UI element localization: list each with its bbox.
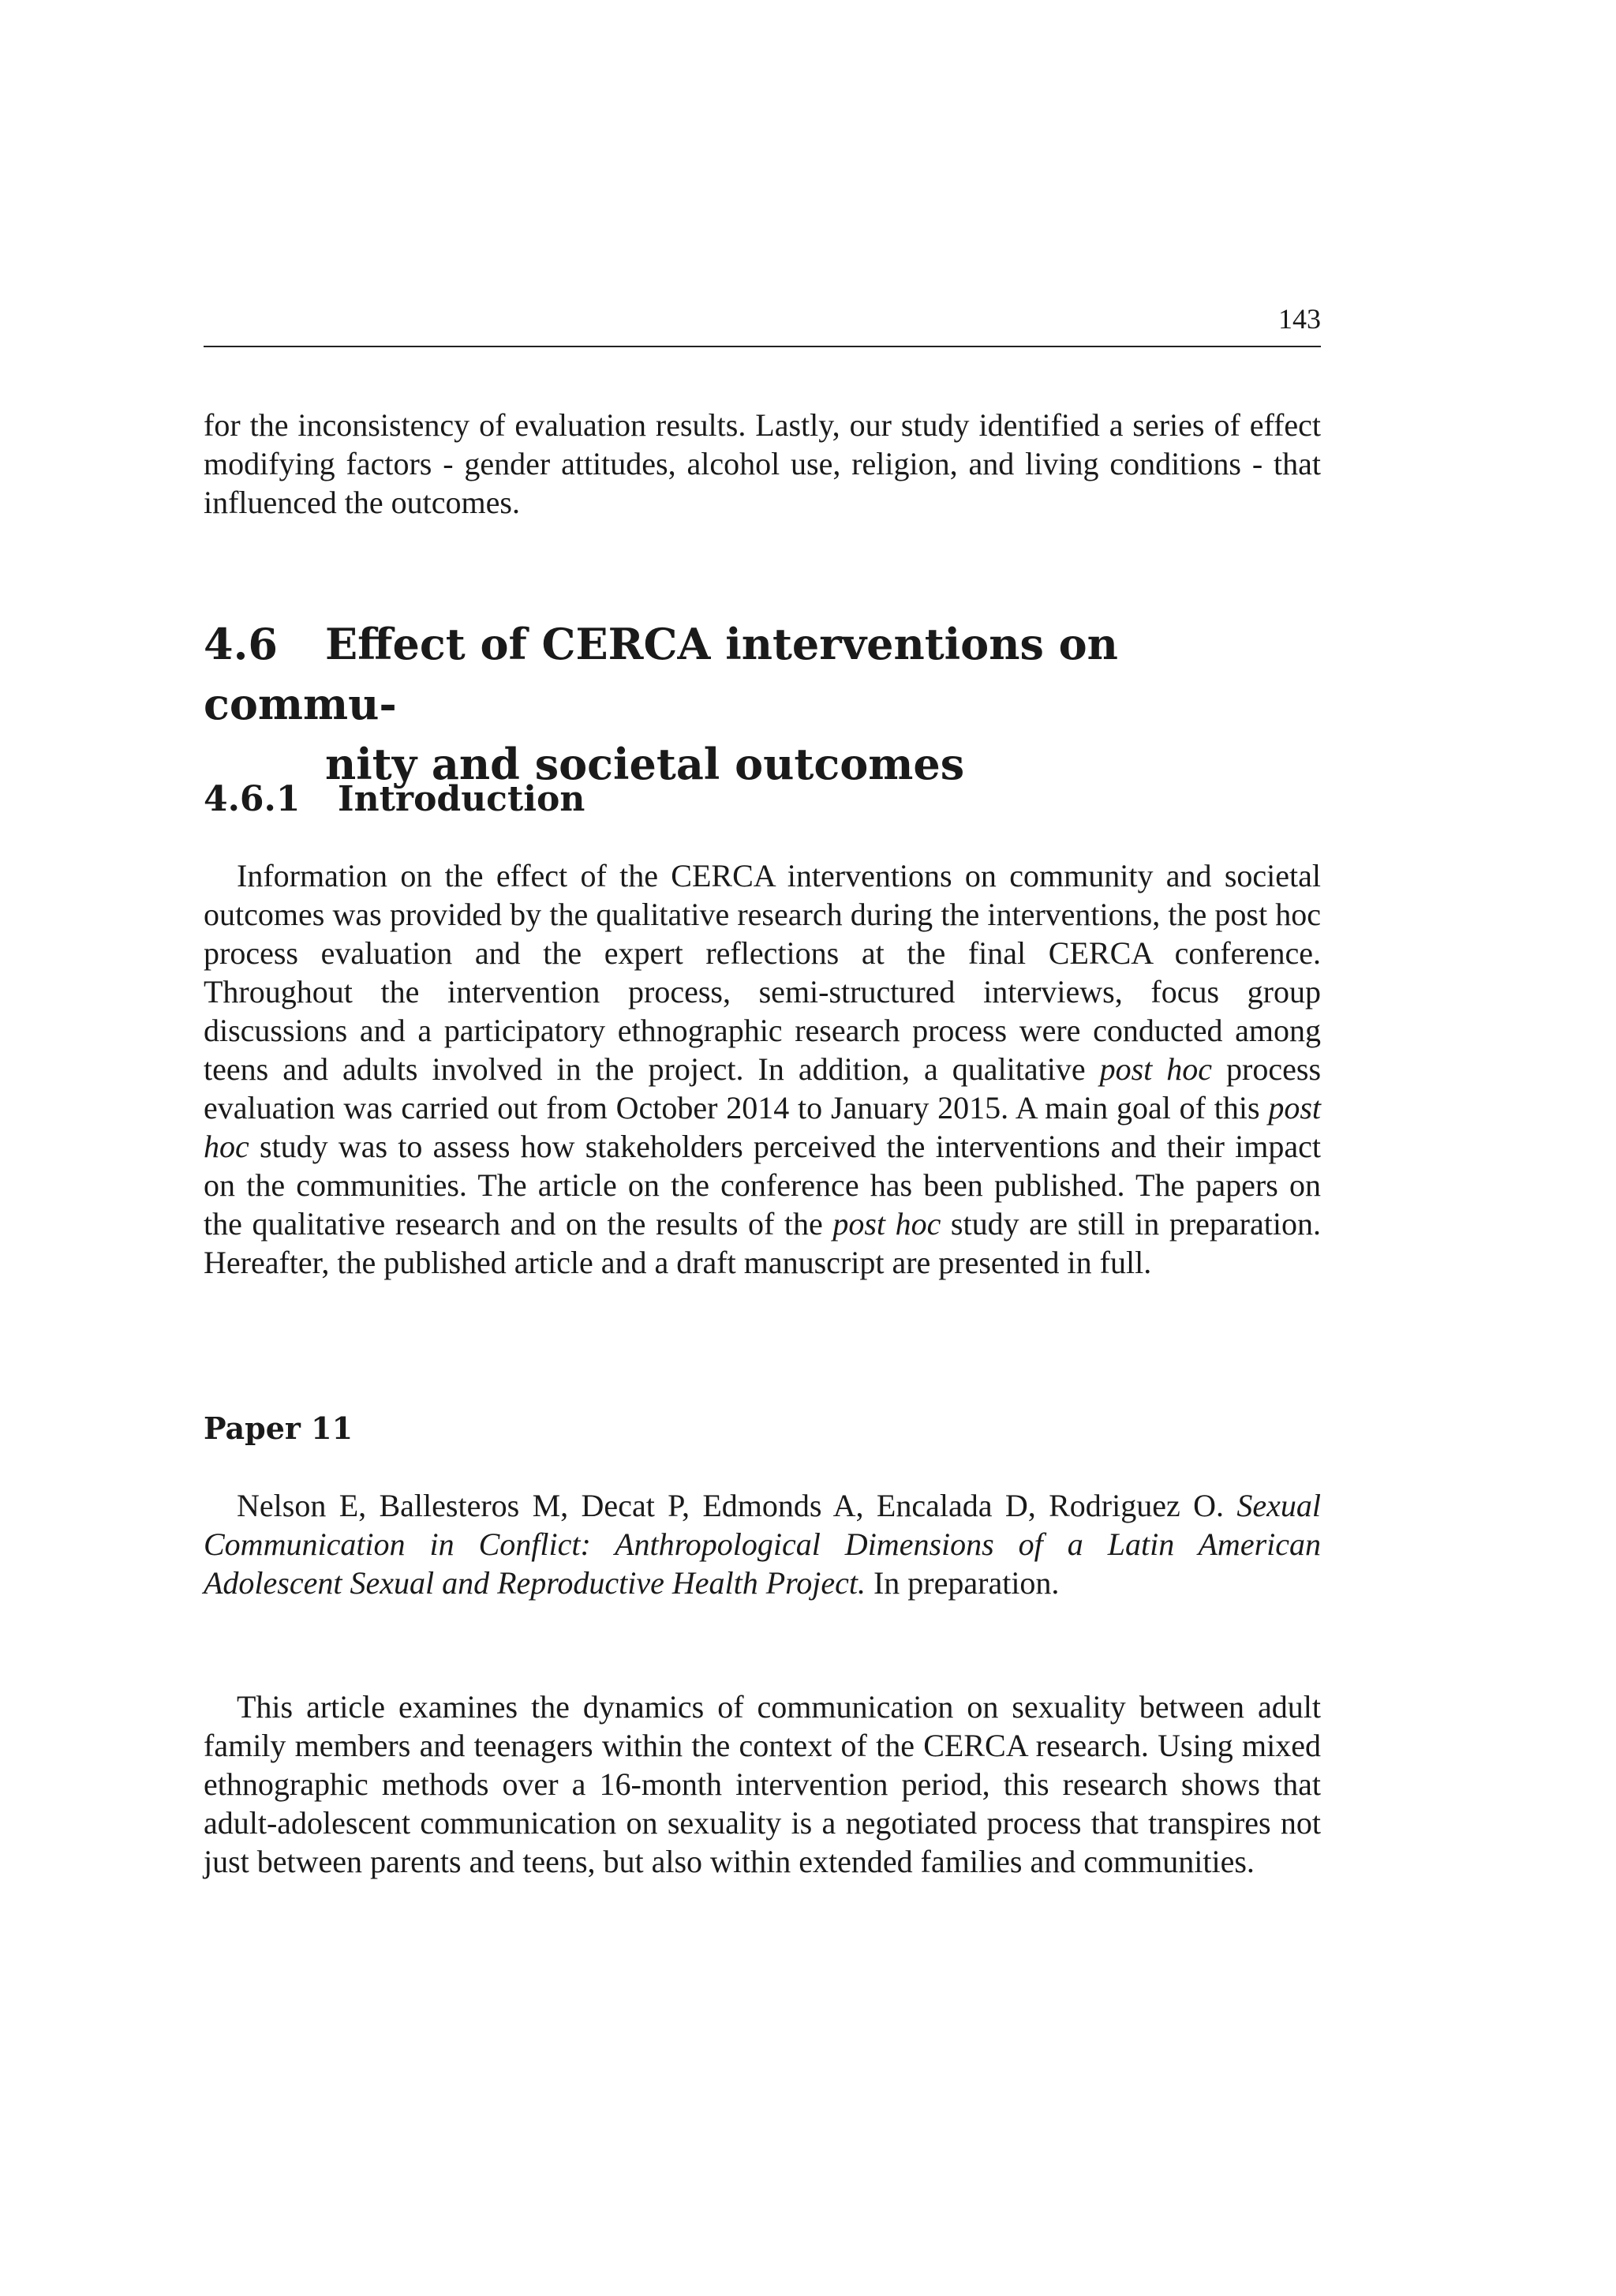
page <box>204 0 1321 2296</box>
paper-title: Sexual Communication in Conflict: Anthropological Dimensions of a Latin American Adolescent Sexual and Reproductive Health Project. <box>204 1488 1321 1601</box>
subsection-number: 4.6.1 <box>204 779 301 819</box>
paper-authors: Nelson E, Ballesteros M, Decat P, Edmonds A, Encalada D, Rodriguez O. <box>237 1488 1237 1523</box>
introduction-italic-1: post hoc <box>1099 1051 1213 1087</box>
intro-paragraph: for the inconsistency of evaluation results. Lastly, our study identified a series of effect modifying factors - gender attitudes, alcohol use, religion, and living conditions - that influenced the outcomes. <box>204 407 1321 520</box>
paper-citation <box>204 1486 1321 1602</box>
introduction-text-4: study are still in preparation. Hereafter, the published article and a draft manuscript are presented in full. <box>204 1206 1321 1280</box>
introduction-italic-2: post hoc <box>204 1090 1321 1164</box>
introduction-text-2: process evaluation was carried out from October 2014 to January 2015. A main goal of this <box>204 1051 1322 1126</box>
introduction-text-3: study was to assess how stakeholders perceived the interventions and their impact on the communities. The article on the conference has been published. The papers on the qualitative research and on the results of the <box>204 1129 1321 1242</box>
subsection-heading <box>204 777 585 822</box>
subsection-title: Introduction <box>338 779 585 819</box>
page-number: 143 <box>1278 303 1321 335</box>
paper-heading: Paper 11 <box>204 1410 354 1446</box>
introduction-paragraph <box>204 856 1321 1282</box>
page-header <box>204 303 1321 347</box>
section-number: 4.6 <box>204 619 278 669</box>
introduction-italic-3: post hoc <box>832 1206 941 1242</box>
introduction-text-1: Information on the effect of the CERCA interventions on community and societal outcomes was provided by the qualitative research during the interventions, the post hoc process evaluation and the expert reflections at the final CERCA conference. Throughout the intervention process, semi-structured interviews, focus group discussions and a participatory ethnographic research process were conducted among teens and adults involved in the project. In addition, a qualitative <box>204 858 1321 1087</box>
section-title-line2: nity and societal outcomes <box>325 739 965 789</box>
section-heading <box>204 614 1321 794</box>
abstract-paragraph: This article examines the dynamics of communication on sexuality between adult family members and teenagers within the context of the CERCA research. Using mixed ethnographic methods over a 16-month intervention period, this research shows that adult-adolescent communication on sexuality is a negotiated process that transpires not just between parents and teens, but also within extended families and communities. <box>204 1689 1321 1879</box>
section-title-line1: Effect of CERCA interventions on commu- <box>204 619 1118 729</box>
paper-status: In preparation. <box>865 1565 1060 1601</box>
